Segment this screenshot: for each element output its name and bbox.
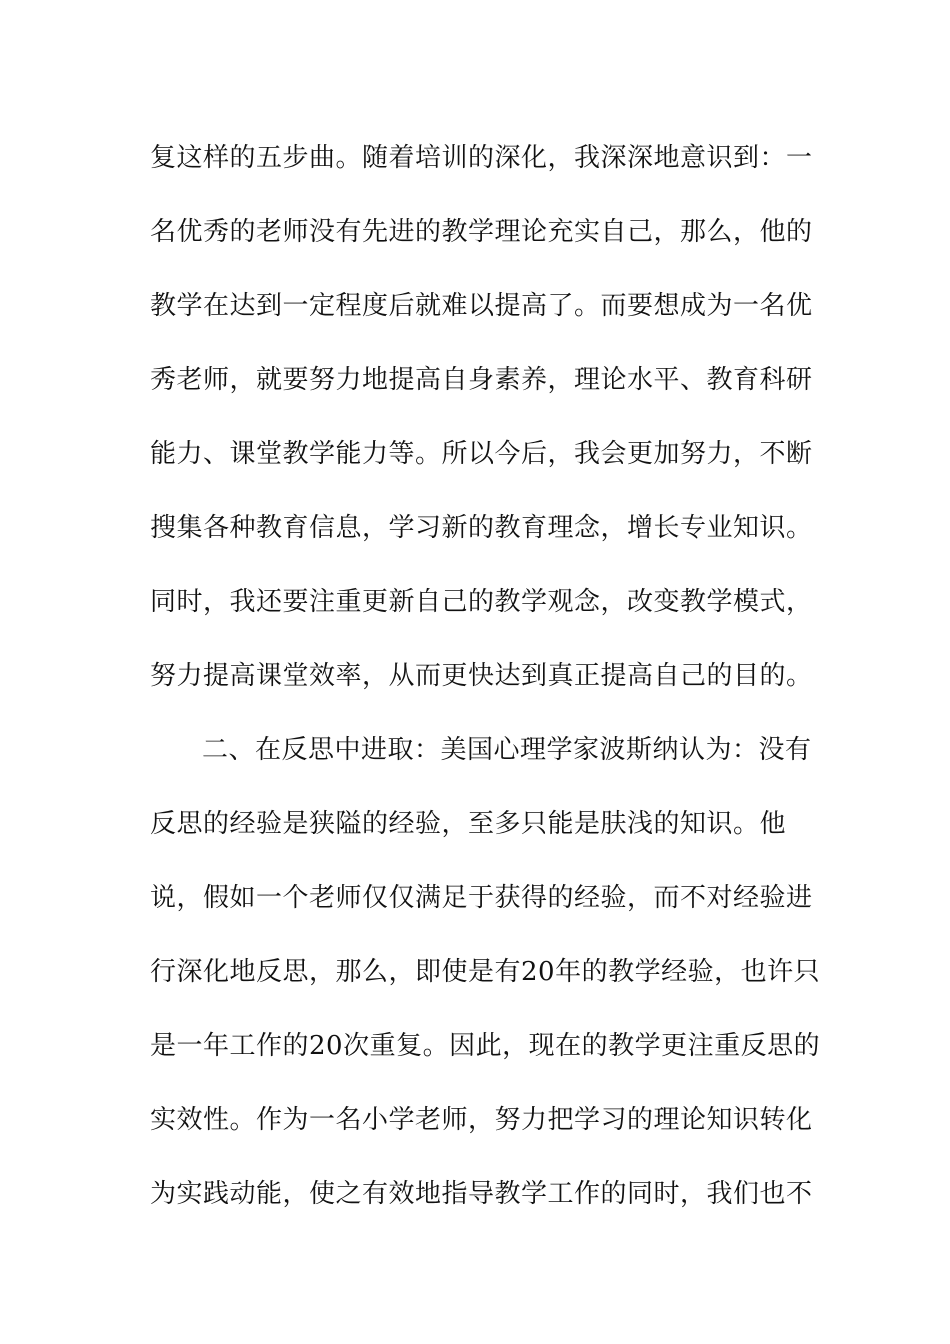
- text-line: 秀老师，就要努力地提高自身素养，理论水平、教育科研: [150, 365, 813, 395]
- document-body: [150, 126, 821, 1236]
- text-line: 反思的经验是狭隘的经验，至多只能是肤浅的知识。他: [150, 809, 787, 839]
- text-line: 说，假如一个老师仅仅满足于获得的经验，而不对经验进: [150, 883, 813, 913]
- text-line: 实效性。作为一名小学老师，努力把学习的理论知识转化: [150, 1105, 813, 1135]
- text-line: 行深化地反思，那么，即使是有20年的教学经验，也许只: [150, 957, 821, 987]
- text-line: 复这样的五步曲。随着培训的深化，我深深地意识到：一: [150, 143, 813, 173]
- paragraph-start-line: 二、在反思中进取：美国心理学家波斯纳认为：没有: [202, 735, 812, 765]
- text-line: 能力、课堂教学能力等。所以今后，我会更加努力，不断: [150, 439, 813, 469]
- text-line: 教学在达到一定程度后就难以提高了。而要想成为一名优: [150, 291, 813, 321]
- text-line: 为实践动能，使之有效地指导教学工作的同时，我们也不: [150, 1179, 813, 1209]
- text-line: 名优秀的老师没有先进的教学理论充实自己，那么，他的: [150, 217, 813, 247]
- text-line: 是一年工作的20次重复。因此，现在的教学更注重反思的: [150, 1031, 821, 1061]
- text-line: 搜集各种教育信息，学习新的教育理念，增长专业知识。: [150, 513, 813, 543]
- text-line: 努力提高课堂效率，从而更快达到真正提高自己的目的。: [150, 661, 813, 691]
- text-line: 同时，我还要注重更新自己的教学观念，改变教学模式，: [150, 587, 813, 617]
